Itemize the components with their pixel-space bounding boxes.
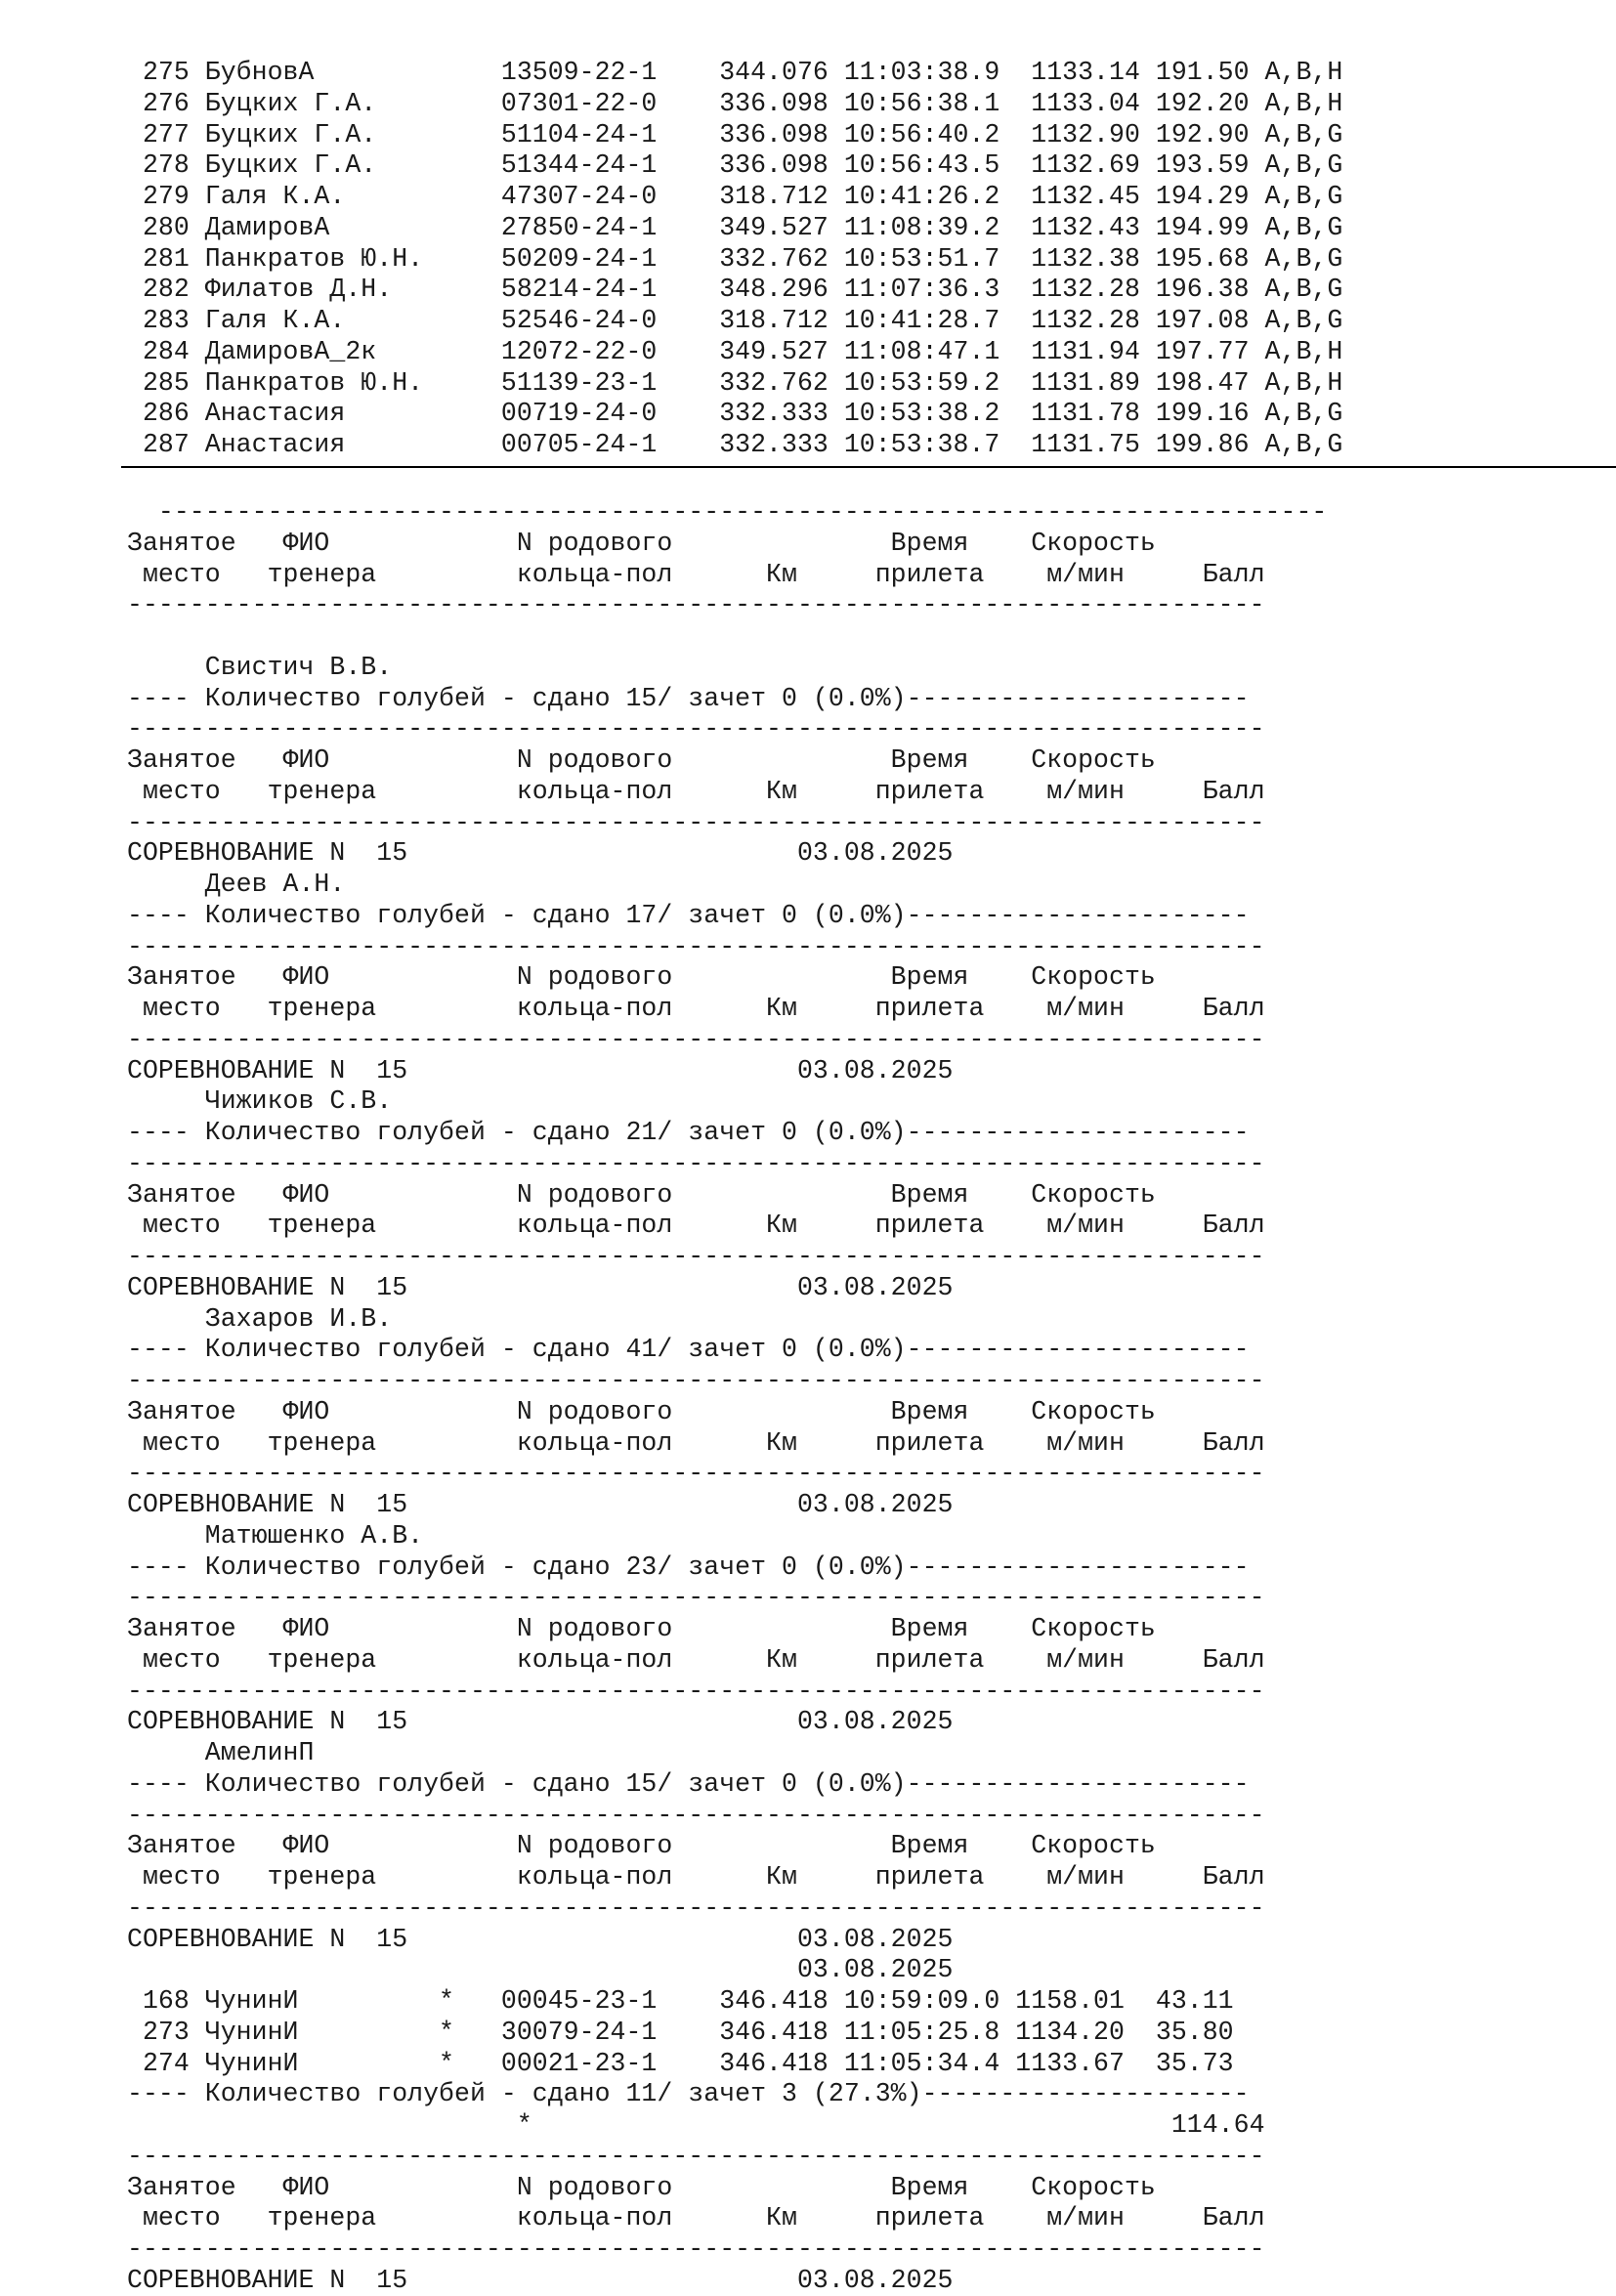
dash-separator: ------------------------------------------------------------------------- bbox=[127, 1676, 1265, 1706]
result-row: 168 ЧунинИ * 00045-23-1 346.418 10:59:09.0 1158.01 43.11 bbox=[127, 1986, 1234, 2016]
total-line: * 114.64 bbox=[127, 2110, 1265, 2140]
result-row: 279 Галя К.А. 47307-24-0 318.712 10:41:26.2 1132.45 194.29 A,B,G bbox=[127, 182, 1343, 211]
competition-line: СОРЕВНОВАНИЕ N 15 03.08.2025 bbox=[127, 1707, 954, 1737]
trainer-name: Чижиков С.В. bbox=[127, 1086, 393, 1117]
result-row: 273 ЧунинИ * 30079-24-1 346.418 11:05:25.8 1134.20 35.80 bbox=[127, 2017, 1234, 2047]
dash-separator: ------------------------------------------------------------------------- bbox=[127, 590, 1265, 620]
header-row-2: место тренера кольца-пол Км прилета м/мин Балл bbox=[127, 559, 1265, 589]
header-row-1: Занятое ФИО N родового Время Скорость bbox=[127, 528, 1156, 558]
dash-separator: ------------------------------------------------------------------------- bbox=[127, 2141, 1265, 2171]
trainer-name: Захаров И.В. bbox=[127, 1303, 393, 1334]
dash-separator: ------------------------------------------------------------------------- bbox=[127, 1459, 1265, 1489]
competition-line: СОРЕВНОВАНИЕ N 15 03.08.2025 bbox=[127, 1924, 954, 1954]
result-row: 286 Анастасия 00719-24-0 332.333 10:53:38.2 1131.78 199.16 A,B,G bbox=[127, 399, 1343, 429]
header-row-2: место тренера кольца-пол Км прилета м/мин Балл bbox=[127, 994, 1265, 1023]
summary-line: ---- Количество голубей - сдано 23/ зачет 0 (0.0%)---------------------- bbox=[127, 1552, 1250, 1582]
result-row: 284 ДамировА_2к 12072-22-0 349.527 11:08:47.1 1131.94 197.77 A,B,H bbox=[127, 336, 1343, 366]
competition-line: СОРЕВНОВАНИЕ N 15 03.08.2025 bbox=[127, 1055, 954, 1085]
header-row-1: Занятое ФИО N родового Время Скорость bbox=[127, 1614, 1156, 1643]
summary-line: ---- Количество голубей - сдано 15/ зачет 0 (0.0%)---------------------- bbox=[127, 1768, 1250, 1799]
result-row: 285 Панкратов Ю.Н. 51139-23-1 332.762 10:53:59.2 1131.89 198.47 A,B,H bbox=[127, 367, 1343, 398]
result-row: 276 Буцких Г.А. 07301-22-0 336.098 10:56:38.1 1133.04 192.20 A,B,H bbox=[127, 88, 1343, 118]
result-row: 275 БубновА 13509-22-1 344.076 11:03:38.9 1133.14 191.50 A,B,H bbox=[127, 58, 1343, 87]
header-row-1: Занятое ФИО N родового Время Скорость bbox=[127, 1396, 1156, 1426]
dash-separator: ------------------------------------------------------------------------- bbox=[127, 2234, 1265, 2264]
result-row: 274 ЧунинИ * 00021-23-1 346.418 11:05:34.4 1133.67 35.73 bbox=[127, 2048, 1234, 2078]
result-row: 283 Галя К.А. 52546-24-0 318.712 10:41:28.7 1132.28 197.08 A,B,G bbox=[127, 306, 1343, 335]
header-row-1: Занятое ФИО N родового Время Скорость bbox=[127, 745, 1156, 775]
trainer-name: Свистич В.В. bbox=[127, 652, 393, 682]
summary-line: ---- Количество голубей - сдано 15/ зачет 0 (0.0%)---------------------- bbox=[127, 683, 1250, 713]
trainer-name: Матюшенко А.В. bbox=[127, 1520, 424, 1551]
result-row: 287 Анастасия 00705-24-1 332.333 10:53:38.7 1131.75 199.86 A,B,G bbox=[127, 430, 1343, 459]
header-row-2: место тренера кольца-пол Км прилета м/мин Балл bbox=[127, 1644, 1265, 1675]
dash-separator: ------------------------------------------------------------------------- bbox=[127, 931, 1265, 961]
header-row-2: место тренера кольца-пол Км прилета м/мин Балл bbox=[127, 1862, 1265, 1892]
dash-separator: --------------------------------------------------------------------------- bbox=[127, 497, 1328, 527]
header-row-2: место тренера кольца-пол Км прилета м/мин Балл bbox=[127, 2203, 1265, 2233]
competition-line: СОРЕВНОВАНИЕ N 15 03.08.2025 bbox=[127, 838, 954, 869]
result-row: 280 ДамировА 27850-24-1 349.527 11:08:39.2 1132.43 194.99 A,B,G bbox=[127, 212, 1343, 242]
result-row: 281 Панкратов Ю.Н. 50209-24-1 332.762 10:53:51.7 1132.38 195.68 A,B,G bbox=[127, 243, 1343, 274]
summary-line: ---- Количество голубей - сдано 21/ зачет 0 (0.0%)---------------------- bbox=[127, 1118, 1250, 1147]
header-row-1: Занятое ФИО N родового Время Скорость bbox=[127, 1831, 1156, 1861]
dash-separator: ------------------------------------------------------------------------- bbox=[127, 1583, 1265, 1613]
trainer-name: Деев А.Н. bbox=[127, 870, 346, 899]
dash-separator: ------------------------------------------------------------------------- bbox=[127, 1148, 1265, 1178]
dash-separator: ------------------------------------------------------------------------- bbox=[127, 1892, 1265, 1923]
dash-separator: ------------------------------------------------------------------------- bbox=[127, 714, 1265, 744]
dash-separator: ------------------------------------------------------------------------- bbox=[127, 1366, 1265, 1395]
dash-separator: ------------------------------------------------------------------------- bbox=[127, 1800, 1265, 1830]
result-row: 03.08.2025 bbox=[127, 1955, 954, 1985]
dash-separator: ------------------------------------------------------------------------- bbox=[127, 1024, 1265, 1054]
competition-line: СОРЕВНОВАНИЕ N 15 03.08.2025 bbox=[127, 1490, 954, 1519]
dash-separator: ------------------------------------------------------------------------- bbox=[127, 807, 1265, 837]
summary-line: ---- Количество голубей - сдано 17/ зачет 0 (0.0%)---------------------- bbox=[127, 900, 1250, 930]
header-row-1: Занятое ФИО N родового Время Скорость bbox=[127, 962, 1156, 993]
header-row-2: место тренера кольца-пол Км прилета м/мин Балл bbox=[127, 776, 1265, 806]
header-row-1: Занятое ФИО N родового Время Скорость bbox=[127, 1179, 1156, 1210]
dash-separator: ------------------------------------------------------------------------- bbox=[127, 1242, 1265, 1271]
trainer-name: АмелинП bbox=[127, 1738, 315, 1767]
competition-line: СОРЕВНОВАНИЕ N 15 03.08.2025 bbox=[127, 1272, 954, 1302]
horizontal-rule bbox=[121, 466, 1616, 468]
result-row: 282 Филатов Д.Н. 58214-24-1 348.296 11:07:36.3 1132.28 196.38 A,B,G bbox=[127, 275, 1343, 305]
result-row: 278 Буцких Г.А. 51344-24-1 336.098 10:56:43.5 1132.69 193.59 A,B,G bbox=[127, 150, 1343, 181]
summary-line: ---- Количество голубей - сдано 41/ зачет 0 (0.0%)---------------------- bbox=[127, 1335, 1250, 1365]
header-row-2: место тренера кольца-пол Км прилета м/мин Балл bbox=[127, 1211, 1265, 1241]
competition-line: СОРЕВНОВАНИЕ N 15 03.08.2025 bbox=[127, 2265, 954, 2295]
header-row-2: место тренера кольца-пол Км прилета м/мин Балл bbox=[127, 1427, 1265, 1458]
result-row: 277 Буцких Г.А. 51104-24-1 336.098 10:56:40.2 1132.90 192.90 A,B,G bbox=[127, 119, 1343, 149]
summary-line: ---- Количество голубей - сдано 11/ зачет 3 (27.3%)--------------------- bbox=[127, 2079, 1250, 2109]
header-row-1: Занятое ФИО N родового Время Скорость bbox=[127, 2172, 1156, 2202]
